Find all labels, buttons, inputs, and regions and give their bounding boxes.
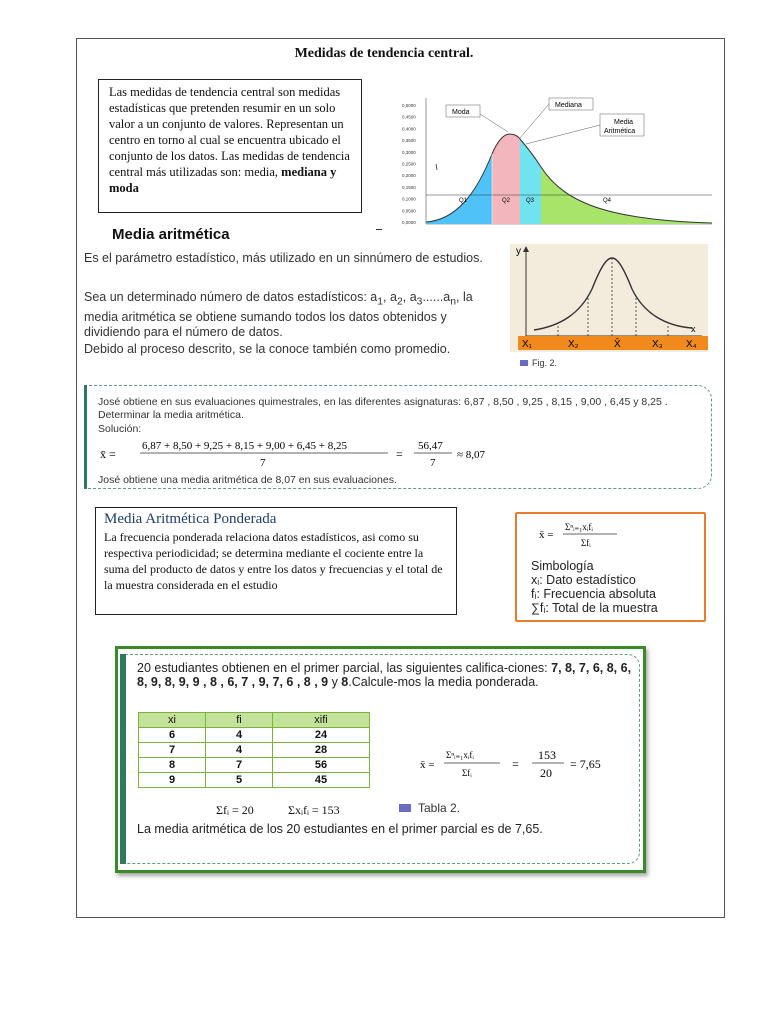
ex1-den2: 7	[430, 457, 436, 469]
intro-box	[98, 79, 362, 213]
q3-label: Q3	[526, 198, 535, 204]
tabla-marker	[399, 804, 411, 812]
table-header: fi	[206, 713, 273, 728]
fig2-xbar: X̄	[614, 339, 621, 350]
fig2-x2: X₂	[568, 339, 579, 350]
example2-bar	[120, 654, 126, 864]
fig2-x: x	[691, 324, 696, 334]
example2-statement: 20 estudiantes obtienen en el primer parcial, las siguientes califica-ciones: 7, 8, 7, 6, 8, 6, 8, 9, 8, 9, 9 , 8 , 6, 7 , 9, 7, 6 , 8 , 9 y 8.Calcule-mos la media ponderada.	[137, 661, 632, 689]
formula-box	[515, 512, 706, 622]
formula-svg	[537, 518, 657, 554]
page-title: Medidas de tendencia central.	[294, 46, 474, 61]
svg-text:=: =	[512, 757, 519, 771]
y-tick-label: 0,1500	[402, 184, 416, 190]
example1-formula	[96, 436, 516, 470]
symbology-2: fᵢ: Frecuencia absoluta	[531, 587, 656, 601]
symbology-3: ∑fᵢ: Total de la muestra	[531, 601, 658, 615]
intro-bold: mediana y moda	[109, 165, 337, 195]
fig2-x4: X₄	[686, 339, 697, 350]
svg-text:x̄ =: x̄ =	[420, 759, 435, 771]
example1-conclusion: José obtiene una media aritmética de 8,07 en sus evaluaciones.	[98, 474, 397, 486]
table-header-row	[139, 713, 370, 728]
table-row: 8 7 56	[139, 758, 370, 773]
symbology-label: Simbología	[531, 559, 594, 573]
example1-bar	[84, 385, 87, 489]
table-row: 6 4 24	[139, 728, 370, 743]
ex2-formula-den: Σfᵢ	[462, 768, 472, 778]
ex1-result: ≈ 8,07	[457, 449, 486, 461]
ponderada-heading: Media Aritmética Ponderada	[104, 511, 277, 527]
ex1-num2: 56,47	[418, 440, 443, 452]
ex1-den: 7	[260, 457, 266, 469]
example1-solution-label: Solución:	[98, 423, 142, 435]
moda-label: Moda	[452, 109, 470, 116]
fig2-caption: Fig. 2.	[532, 358, 558, 368]
mediana-label: Mediana	[555, 102, 582, 109]
media-label: Media	[614, 119, 634, 126]
q1-label: Q1	[459, 198, 468, 204]
ex2-result: = 7,65	[570, 757, 601, 771]
ma-paragraph-2: Sea un determinado número de datos estadísticos: $a_1$, $a_2$, $a_3......a_n$, la media aritmética se obtiene sumando todos los datos obtenidos y dividiendo para el número de datos.	[84, 290, 473, 339]
example1-statement: José obtiene en sus evaluaciones quimestrales, en las diferentes asignaturas: 6,87 , 8,50 , 9,25 , 8,15 , 9,00 , 6,45 y 8,25 . Determinar la media aritmética.	[98, 396, 668, 421]
y-tick-label: 0,0500	[402, 208, 416, 214]
intro-text: Las medidas de tendencia central son medidas estadísticas que pretenden resumir en un solo valor a un conjunto de valores. Representan un centro en torno al cual se encuentra ubicado el conjunto de los datos. Las medidas de tendencia central más utilizadas son: media,	[109, 85, 350, 179]
q2-label: Q2	[502, 198, 511, 204]
ma-paragraph-3: Debido al proceso descrito, se la conoce también como promedio.	[84, 342, 451, 356]
y-tick-label: 0,2000	[402, 173, 416, 179]
svg-text:x̄ =: x̄ =	[539, 529, 554, 541]
y-tick-label: 0,0000	[402, 220, 416, 225]
table-header: xi	[139, 713, 206, 728]
ponderada-box	[95, 507, 457, 615]
formula-num: Σⁿᵢ₌₁xᵢfᵢ	[565, 522, 593, 532]
divider	[376, 229, 382, 230]
normal-curve-chart	[396, 94, 716, 232]
aritmetica-label: Aritmética	[604, 128, 636, 135]
symbology-1: xᵢ: Dato estadístico	[531, 573, 636, 587]
svg-text:x̄ =: x̄ =	[100, 447, 116, 461]
frequency-table	[138, 712, 370, 788]
y-tick-label: 0,4500	[402, 114, 416, 120]
ex2-formula-num: Σⁿᵢ₌₁xᵢfᵢ	[446, 750, 474, 760]
q2-region	[492, 134, 520, 224]
y-tick-label: 0,2500	[402, 161, 416, 167]
sum-xf: Σxᵢfᵢ = 153	[288, 803, 340, 817]
table-header: xifi	[273, 713, 370, 728]
ma-paragraph-1: Es el parámetro estadístico, más utilizado en un sinnúmero de estudios.	[84, 251, 483, 265]
formula-den: Σfᵢ	[581, 538, 591, 548]
y-tick-label: 0,3000	[402, 149, 416, 155]
ponderada-text: La frecuencia ponderada relaciona datos estadísticos, asi como su respectiva periodicidad; se determina mediante el cociente entre la suma del producto de datos y entre los datos y frecuencias y el total de la muestra considerada en el estudio	[104, 530, 443, 592]
example2-conclusion: La media aritmética de los 20 estudiantes en el primer parcial es de 7,65.	[137, 822, 543, 836]
fig2-x3: X₃	[652, 339, 663, 350]
example2-formula	[418, 746, 638, 782]
ex1-num: 6,87 + 8,50 + 9,25 + 8,15 + 9,00 + 6,45 + 8,25	[142, 440, 347, 452]
svg-text:=: =	[396, 447, 403, 461]
q4-label: Q4	[603, 198, 612, 204]
ex2-value-den: 20	[540, 766, 552, 780]
fig2-y: y	[516, 246, 521, 257]
fig2-x1: X₁	[522, 339, 533, 350]
media-aritmetica-heading: Media aritmética	[112, 226, 230, 243]
table-caption: Tabla 2.	[418, 801, 461, 815]
y-tick-label: 0,4000	[402, 126, 416, 132]
table-row: 7 4 28	[139, 743, 370, 758]
fig2-chart	[510, 244, 712, 374]
sum-f: Σfᵢ = 20	[216, 803, 254, 817]
ex2-value-num: 153	[538, 748, 556, 762]
table-row: 9 5 45	[139, 773, 370, 788]
y-tick-label: 0,3500	[402, 138, 416, 144]
y-tick-label: 0,1000	[402, 196, 416, 202]
y-tick-label: 0,5000	[402, 103, 416, 108]
